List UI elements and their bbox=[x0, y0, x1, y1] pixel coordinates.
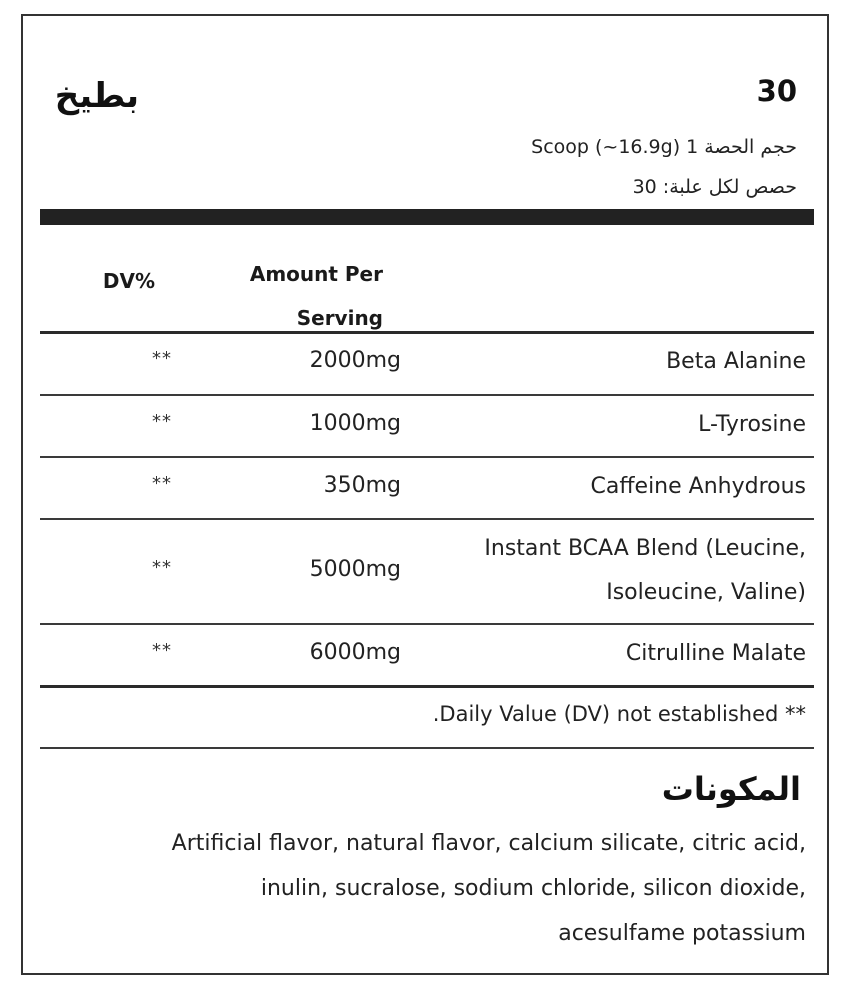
amount-cell: 1000mg bbox=[309, 411, 401, 436]
ingredient-name-cell: Citrulline Malate bbox=[625, 641, 806, 666]
ingredients-line3: acesulfame potassium bbox=[558, 921, 806, 946]
table-row bbox=[40, 332, 814, 394]
ingredients-list bbox=[83, 821, 806, 956]
amount-cell: 5000mg bbox=[309, 557, 401, 582]
table-row bbox=[40, 624, 814, 686]
dv-cell: ** bbox=[152, 473, 172, 494]
flavor-name: بطيخ bbox=[54, 76, 139, 116]
table-row bbox=[40, 519, 814, 623]
serving-size: حجم الحصة 1 Scoop (~16.9g) bbox=[531, 136, 797, 158]
ingredients-line2: inulin, sucralose, sodium chloride, silicon dioxide, bbox=[260, 876, 806, 901]
dv-cell: ** bbox=[152, 411, 172, 432]
ingredient-name-line1: Instant BCAA Blend (Leucine, bbox=[484, 536, 806, 561]
amount-column-header bbox=[193, 252, 383, 340]
footnote-divider bbox=[40, 747, 814, 749]
ingredient-name-cell bbox=[426, 527, 806, 615]
amount-header-line1: Amount Per bbox=[249, 262, 383, 286]
dv-column-header: DV% bbox=[102, 269, 155, 293]
table-bottom-rule bbox=[40, 685, 814, 688]
table-row bbox=[40, 457, 814, 518]
servings-per-container: حصص لكل علبة: 30 bbox=[632, 176, 797, 198]
ingredients-line1: Artificial flavor, natural flavor, calcium silicate, citric acid, bbox=[171, 831, 806, 856]
dv-cell: ** bbox=[152, 640, 172, 661]
amount-cell: 6000mg bbox=[309, 640, 401, 665]
ingredient-name-cell: Beta Alanine bbox=[666, 349, 806, 374]
ingredients-title: المكونات bbox=[661, 770, 801, 808]
dv-cell: ** bbox=[152, 348, 172, 369]
daily-value-footnote: .Daily Value (DV) not established ** bbox=[432, 702, 806, 726]
servings-count: 30 bbox=[756, 74, 797, 108]
header-divider-bar bbox=[40, 209, 814, 225]
amount-header-line2: Serving bbox=[296, 306, 383, 330]
nutrition-label-panel bbox=[21, 14, 829, 975]
table-row bbox=[40, 395, 814, 456]
amount-cell: 2000mg bbox=[309, 348, 401, 373]
amount-cell: 350mg bbox=[323, 473, 401, 498]
ingredient-name-cell: Caffeine Anhydrous bbox=[590, 474, 806, 499]
ingredient-name-cell: L-Tyrosine bbox=[698, 412, 806, 437]
ingredient-name-line2: Isoleucine, Valine) bbox=[606, 580, 806, 605]
dv-cell: ** bbox=[152, 557, 172, 578]
